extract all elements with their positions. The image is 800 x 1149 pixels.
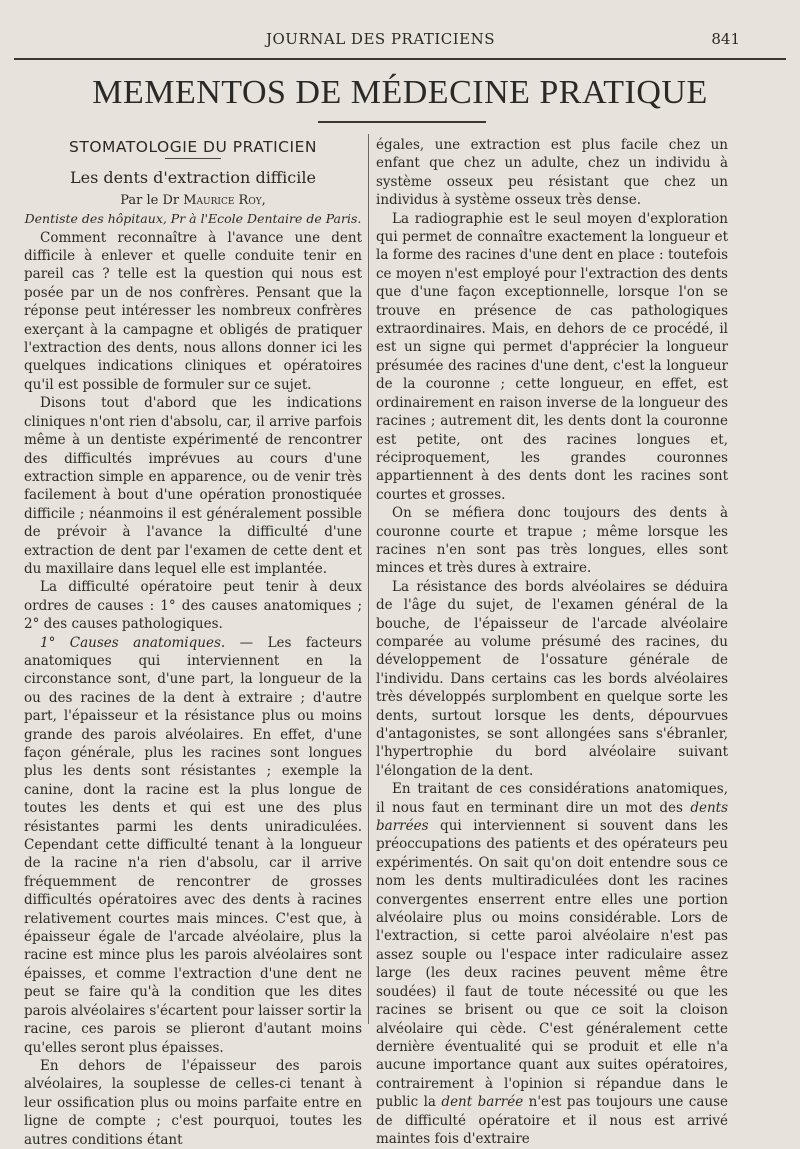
subheading-causes-anatomiques: 1° Causes anatomiques. — [40, 634, 226, 651]
author-affiliation: Dentiste des hôpitaux, Pr à l'Ecole Dentaire de Paris. — [24, 211, 362, 227]
paragraph: La résistance des bords alvéolaires se déduira de l'âge du sujet, de l'examen général de la bouche, de l'épaisseur de l'arcade alvéolaire comparée au volume présumé des racines, du développement de l'ossature générale de l'individu. Dans certains cas les bords alvéolaires très développés surplombent en quelque sorte les dents, surtout lorsque les dents, dépourvues d'antagonistes, se sont allongées sans s'ébranler, l'hypertrophie du bord alvéolaire suivant l'élongation de la dent. — [376, 578, 728, 779]
paragraph: En dehors de l'épaisseur des parois alvéolaires, la souplesse de celles-ci tenant à leur ossification plus ou moins parfaite entre en ligne de compte ; c'est pourquoi, toutes les autres conditions étant — [24, 1057, 362, 1148]
author-name: Maurice Roy, — [183, 192, 266, 208]
header-rule — [14, 58, 786, 60]
article-title: Les dents d'extraction difficile — [70, 168, 316, 188]
left-column — [24, 136, 362, 1149]
paragraph-text: qui interviennent si souvent dans les préoccupations des patients et des opérateurs peu expérimentés. On sait qu'on doit entendre sous ce nom les dents multiradiculées dont les racines convergentes enserrent entre elles une portion alvéolaire plus ou moins considérable. Lors de l'extraction, si cette paroi alvéolaire n'est pas assez souple ou l'espace inter radiculaire assez large (les deux racines peuvent même être soudées) il faut de toute nécessité ou que les racines se brisent ou que ce soit la cloison alvéolaire qui cède. C'est généralement cette dernière éventualité qui se produit et elle n'a aucune importance quant aux suites opératoires, contrairement à l'opinion si répandue dans le public la — [376, 818, 728, 1111]
byline-prefix: Par le Dr — [120, 192, 184, 208]
paragraph: La radiographie est le seul moyen d'exploration qui permet de connaître exactement la longueur et la forme des racines d'une dent en place : toutefois ce moyen n'est employé pour l'extraction des dents que d'une façon exceptionnelle, lorsque l'on se trouve en présence de cas pathologiques extraordinaires. Mais, en dehors de ce procédé, il est un signe qui permet d'apprécier la longueur présumée des racines d'une dent, c'est la longueur de la couronne ; cette longueur, en effet, est ordinairement en raison inverse de la longueur des racines ; autrement dit, les dents dont la couronne est petite, ont des racines longues et, réciproquement, les grandes couronnes appartiennent à des dents dont les racines sont courtes et grosses. — [376, 210, 728, 503]
journal-name: JOURNAL DES PRATICIENS — [266, 30, 496, 48]
right-column — [376, 136, 728, 1148]
paragraph: Disons tout d'abord que les indications cliniques n'ont rien d'absolu, car, il arrive parfois même à un dentiste expérimenté de rencontrer des difficultés imprévues au cours d'une extraction simple en apparence, ou de venir très facilement à bout d'une opération pronostiquée difficile ; néanmoins il est généralement possible de prévoir à l'avance la difficulté d'une extraction de dent par l'examen de cette dent et du maxillaire dans lequel elle est implantée. — [24, 395, 362, 577]
paragraph-text: — Les facteurs anatomiques qui interviennent en la circonstance sont, d'une part, la longueur de la ou des racines de la dent à extraire ; d'autre part, l'épaisseur et la résistance plus ou moins grande des parois alvéolaires. En effet, d'une façon générale, plus les racines sont longues plus les dents sont résistantes ; exemple la canine, dont la racine est la plus longue de toutes les dents et qui est une des plus résistantes parmi les dents uniradiculées. Cependant cette difficulté tenant à la longueur de la racine n'a rien d'absolu, car il arrive fréquemment de rencontrer de grosses difficultés opératoires avec des dents à racines relativement courtes mais minces. C'est que, à épaisseur égale de l'arcade alvéolaire, plus la racine est mince plus les parois alvéolaires sont épaisses, et comme l'extraction d'une dent ne peut se faire qu'à la condition que les dites parois alvéolaires s'écartent pour laisser sortir la racine, ces parois se plieront d'autant moins qu'elles seront plus épaisses. — [24, 634, 362, 1056]
paragraph-text: n'est pas toujours une cause de difficulté opératoire et il nous est arrivé maintes fois d'extraire — [376, 1094, 729, 1147]
title-rule — [318, 121, 486, 123]
byline — [24, 192, 362, 210]
paragraph — [376, 780, 728, 1148]
paragraph: La difficulté opératoire peut tenir à deux ordres de causes : 1° des causes anatomiques ; 2° des causes pathologiques. — [24, 579, 362, 633]
section-title: STOMATOLOGIE DU PRATICIEN — [69, 138, 317, 156]
term-dent-barree: dent barrée — [441, 1094, 524, 1111]
paragraph — [24, 634, 362, 1057]
page-number: 841 — [711, 30, 740, 48]
term-dents-barrees: dents barrées — [376, 799, 728, 835]
paragraph-text: En traitant de ces considérations anatomiques, il nous faut en terminant dire un mot des — [376, 781, 728, 816]
paragraph: Comment reconnaître à l'avance une dent difficile à enlever et quelle conduite tenir en pareil cas ? telle est la question qui nous est posée par un de nos confrères. Pensant que la réponse peut intéresser les nombreux confrères exerçant à la campagne et obligés de pratiquer l'extraction des dents, nous allons donner ici les quelques indications cliniques et opératoires qu'il est possible de formuler sur ce sujet. — [24, 229, 362, 393]
main-title: MEMENTOS DE MÉDECINE PRATIQUE — [92, 74, 708, 111]
running-head — [0, 26, 800, 50]
column-divider — [368, 134, 369, 1024]
paragraph: égales, une extraction est plus facile chez un enfant que chez un adulte, chez un individu à système osseux peu résistant que chez un individus à système osseux très dense. — [376, 137, 728, 209]
section-rule — [165, 158, 221, 159]
paragraph: On se méfiera donc toujours des dents à couronne courte et trapue ; même lorsque les racines n'en sont pas très longues, elles sont minces et très dures à extraire. — [376, 505, 728, 577]
